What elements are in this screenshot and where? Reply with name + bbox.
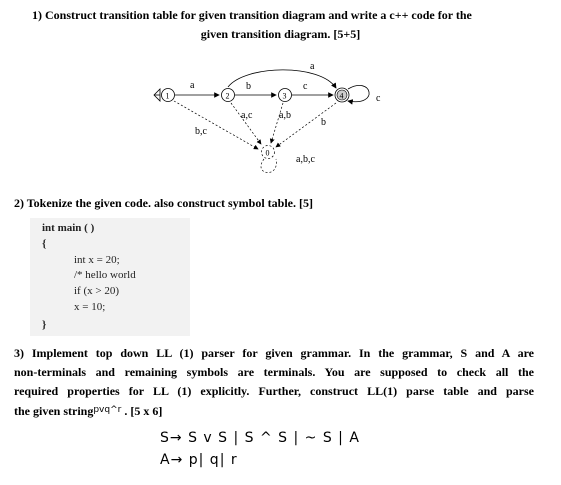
edge-label-2-0: a,c xyxy=(241,110,253,121)
state-0-dead xyxy=(262,146,275,159)
edge-label-1-2: a xyxy=(190,80,195,91)
code-line-5: if (x > 20) xyxy=(74,285,119,297)
svg-text:3: 3 xyxy=(282,91,287,101)
edge-label-2-4: a xyxy=(310,61,315,72)
edge-label-1-0: b,c xyxy=(195,126,207,137)
question-3-line-4 xyxy=(14,401,534,420)
question-1-line-2: given transition diagram. [5+5] xyxy=(200,27,361,41)
loop-label-4: c xyxy=(376,93,381,104)
edge-2-4-arc xyxy=(228,70,336,88)
state-4-accepting xyxy=(335,88,349,102)
code-line-7: } xyxy=(42,319,47,331)
code-line-2: { xyxy=(42,238,47,250)
svg-text:4: 4 xyxy=(339,91,344,101)
state-1 xyxy=(162,89,175,102)
question-2-title: 2) Tokenize the given code. also construct symbol table. [5] xyxy=(14,196,313,210)
code-line-3: int x = 20; xyxy=(74,254,120,266)
edge-label-2-3: b xyxy=(246,81,251,92)
code-line-6: x = 10; xyxy=(74,301,106,313)
loop-0 xyxy=(261,159,276,173)
code-line-1: int main ( ) xyxy=(42,222,95,234)
question-3-line-1: 3) Implement top down LL (1) parser for given grammar. In the grammar, S and A are xyxy=(14,346,534,360)
state-2 xyxy=(222,89,235,102)
question-3-line-4-prefix: the given string xyxy=(14,404,94,418)
question-3-line-3: required properties for LL (1) explicitly. Further, construct LL(1) parse table and parse xyxy=(14,384,534,398)
svg-text:2: 2 xyxy=(225,91,230,101)
edge-3-0 xyxy=(271,103,283,143)
svg-text:1: 1 xyxy=(165,91,170,101)
state-3 xyxy=(279,89,292,102)
edge-label-4-0: b xyxy=(321,117,326,128)
code-snippet xyxy=(30,218,190,336)
edge-1-0 xyxy=(174,101,258,149)
transition-diagram xyxy=(140,55,400,180)
svg-text:0: 0 xyxy=(265,148,270,158)
question-1-line-1: 1) Construct transition table for given transition diagram and write a c++ code for the xyxy=(32,8,472,22)
code-line-4: /* hello world xyxy=(74,269,136,281)
parse-string: pvq^r xyxy=(93,405,122,415)
question-3-line-2: non-terminals and remaining symbols are terminals. You are supposed to check all the xyxy=(14,365,534,379)
loop-label-0: a,b,c xyxy=(296,154,315,165)
grammar-rule-s: S→ S v S | S ^ S | ~ S | A xyxy=(160,430,360,446)
edge-label-3-0: a,b xyxy=(279,110,291,121)
grammar-rule-a: A→ p| q| r xyxy=(160,452,238,468)
edge-label-3-4: c xyxy=(303,81,308,92)
loop-4 xyxy=(348,85,369,101)
question-3-marks: . [5 x 6] xyxy=(124,404,163,418)
question-3 xyxy=(14,344,534,420)
